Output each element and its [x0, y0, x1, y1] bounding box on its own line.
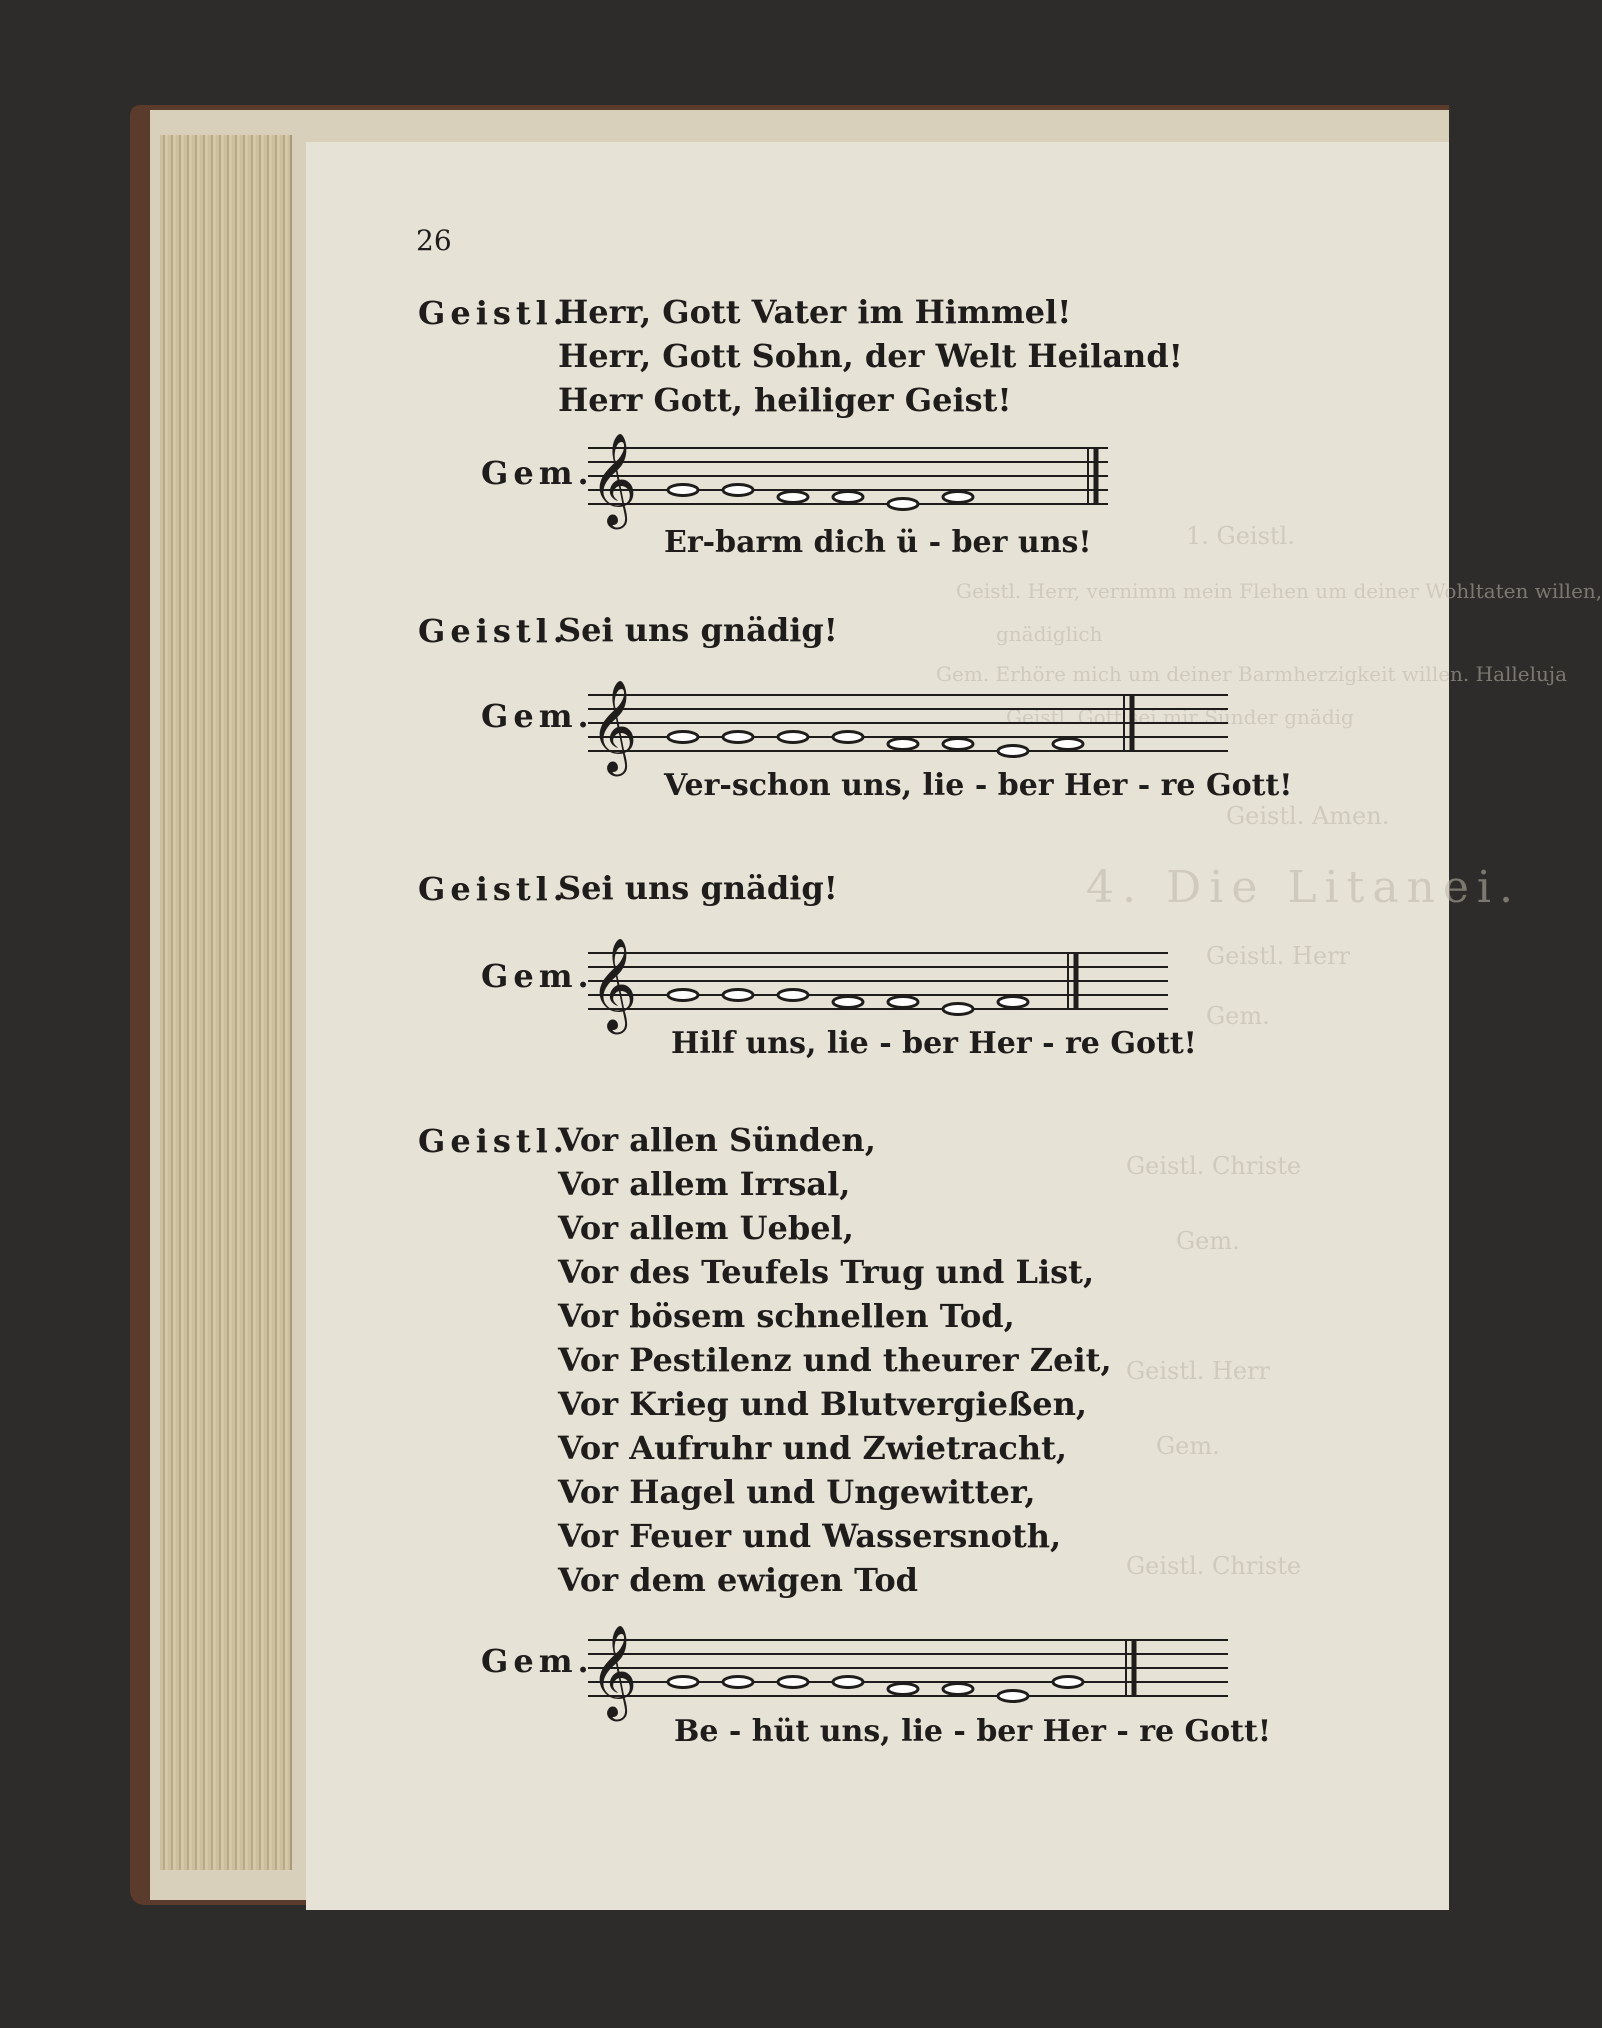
bleed-through-heading: 4. Die Litanei.	[1086, 862, 1521, 913]
verse-text	[558, 608, 838, 652]
treble-clef-icon: 𝄞	[590, 432, 638, 525]
bleed-through-text: Gem.	[1176, 1227, 1240, 1255]
verse-line: Vor bösem schnellen Tod,	[558, 1297, 1015, 1335]
bleed-through-text: gnädiglich	[996, 622, 1103, 646]
lyric-line: Hilf uns, lie - ber Her - re Gott!	[671, 1026, 1197, 1061]
treble-clef-icon: 𝄞	[590, 679, 638, 772]
speaker-label: Gem.	[481, 697, 594, 735]
bleed-through-text: Geistl. Gott sei mir Sünder gnädig	[1006, 705, 1354, 729]
verse-line: Sei uns gnädig!	[558, 869, 838, 907]
book-page	[306, 142, 1602, 1910]
lyric-line: Be - hüt uns, lie - ber Her - re Gott!	[674, 1714, 1272, 1749]
speaker-label: Gem.	[481, 957, 594, 995]
speaker-label: Geistl.	[418, 870, 569, 908]
page-number: 26	[416, 224, 452, 257]
verse-line: Herr Gott, heiliger Geist!	[558, 381, 1012, 419]
bleed-through-text: Geistl. Christe	[1126, 1152, 1302, 1180]
treble-clef-icon: 𝄞	[590, 937, 638, 1030]
verse-line: Vor Pestilenz und theurer Zeit,	[558, 1341, 1112, 1379]
verse-line: Vor allen Sünden,	[558, 1121, 876, 1159]
treble-clef-icon: 𝄞	[590, 1624, 638, 1717]
verse-line: Vor Krieg und Blutvergießen,	[558, 1385, 1088, 1423]
speaker-label: Geistl.	[418, 612, 569, 650]
lyric-line: Ver-schon uns, lie - ber Her - re Gott!	[664, 768, 1293, 803]
bleed-through-text: Gem.	[1156, 1432, 1220, 1460]
bleed-through-text: Geistl. Christe	[1126, 1552, 1302, 1580]
verse-text	[558, 866, 838, 910]
speaker-label: Geistl.	[418, 294, 569, 332]
verse-line: Sei uns gnädig!	[558, 611, 838, 649]
bleed-through-text: Geistl. Amen.	[1226, 802, 1390, 830]
lyric-line: Er-barm dich ü - ber uns!	[664, 525, 1092, 560]
verse-line: Vor Feuer und Wassersnoth,	[558, 1517, 1062, 1555]
bleed-through-text: 1. Geistl.	[1186, 522, 1295, 550]
bleed-through-text: Gem.	[1206, 1002, 1270, 1030]
verse-line: Vor allem Uebel,	[558, 1209, 854, 1247]
verse-text	[558, 290, 1183, 422]
bleed-through-text: Geistl. Herr	[1126, 1357, 1271, 1385]
speaker-label: Gem.	[481, 454, 594, 492]
verse-line: Vor Aufruhr und Zwietracht,	[558, 1429, 1067, 1467]
page-edges	[160, 135, 292, 1870]
bleed-through-text: Geistl. Herr	[1206, 942, 1351, 970]
bleed-through-text: Geistl. Herr, vernimm mein Flehen um deiner Wohltaten willen,	[956, 579, 1602, 603]
verse-text	[558, 1118, 1112, 1602]
bleed-through-text: Gem. Erhöre mich um deiner Barmherzigkeit willen. Halleluja	[936, 662, 1568, 686]
speaker-label: Gem.	[481, 1642, 594, 1680]
verse-line: Vor Hagel und Ungewitter,	[558, 1473, 1036, 1511]
verse-line: Herr, Gott Vater im Himmel!	[558, 293, 1072, 331]
speaker-label: Geistl.	[418, 1122, 569, 1160]
verse-line: Vor dem ewigen Tod	[558, 1561, 919, 1599]
verse-line: Vor des Teufels Trug und List,	[558, 1253, 1095, 1291]
verse-line: Vor allem Irrsal,	[558, 1165, 851, 1203]
verse-line: Herr, Gott Sohn, der Welt Heiland!	[558, 337, 1183, 375]
